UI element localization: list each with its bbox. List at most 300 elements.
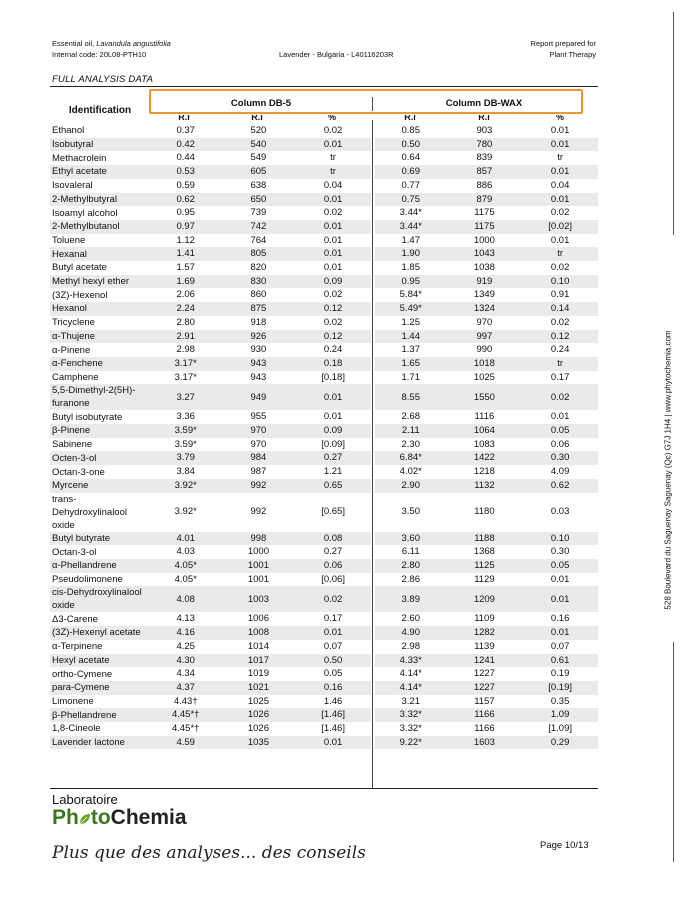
table-cell: 1116 — [474, 411, 495, 423]
table-row — [50, 384, 598, 410]
table-cell: 943 — [222, 357, 296, 371]
table-cell: 3.27 — [150, 384, 222, 410]
compound-name: 2-Methylbutanol — [50, 220, 150, 234]
table-row — [50, 220, 598, 234]
table-cell: 984 — [222, 451, 296, 465]
table-cell: 1043 — [447, 247, 523, 261]
table-row — [50, 532, 598, 546]
table-cell: 1218 — [473, 466, 495, 478]
table-cell: 1026 — [222, 708, 296, 722]
table-cell: 0.04 — [550, 179, 570, 191]
table-cell: 0.01 — [295, 247, 371, 261]
compound-name: Isoamyl alcohol — [52, 207, 118, 219]
table-cell: 1132 — [447, 479, 523, 493]
compound-name: 5,5-Dimethyl-2(5H)-furanone — [50, 384, 150, 410]
table-row — [50, 424, 598, 438]
side-rule-top — [673, 12, 674, 235]
column-divider — [372, 120, 373, 788]
table-cell: 1125 — [447, 559, 523, 573]
table-cell: 0.50 — [295, 654, 371, 668]
table-row — [50, 586, 598, 612]
table-cell: 987 — [250, 466, 267, 478]
table-cell: 4.45*† — [171, 723, 200, 735]
table-row — [50, 151, 598, 165]
table-cell: 1.85 — [401, 262, 420, 274]
table-cell: 970 — [222, 424, 296, 438]
table-cell: 4.33* — [375, 654, 447, 668]
table-cell: [0.09] — [321, 438, 345, 450]
compound-name: 1,8-Cineole — [52, 723, 101, 735]
table-cell: 0.01 — [550, 125, 570, 136]
table-cell: 0.01 — [522, 193, 598, 207]
table-cell: 3.50 — [401, 506, 420, 518]
table-cell: 0.02 — [323, 207, 343, 219]
table-cell: 805 — [222, 247, 296, 261]
bottom-rule — [50, 788, 598, 789]
table-row — [50, 165, 598, 179]
table-cell: 0.06 — [295, 559, 371, 573]
table-cell: [0.65] — [321, 506, 345, 518]
tagline: Plus que des analyses... des conseils — [52, 843, 366, 863]
table-cell: tr — [522, 357, 598, 371]
table-cell: 3.60 — [375, 532, 447, 546]
compound-name: β-Pinene — [50, 424, 150, 438]
table-cell: 1.71 — [401, 371, 420, 383]
table-cell: 0.95 — [375, 275, 447, 289]
header-right — [531, 38, 596, 60]
compound-name: Butyl isobutyrate — [52, 411, 123, 423]
table-cell: 918 — [250, 316, 267, 328]
table-cell: 0.01 — [295, 138, 371, 152]
table-cell: [1.46] — [295, 708, 371, 722]
compound-name: Ethanol — [52, 125, 85, 137]
table-row — [50, 124, 598, 138]
table-cell: 1025 — [473, 371, 495, 383]
table-cell: 839 — [476, 152, 493, 164]
table-cell: 1324 — [447, 302, 523, 316]
table-row — [50, 438, 598, 452]
table-cell: 0.05 — [522, 424, 598, 438]
table-row — [50, 371, 598, 385]
table-cell: 6.84* — [375, 451, 447, 465]
subheader-pct2: % — [555, 115, 564, 121]
table-cell: 1175 — [474, 207, 495, 219]
table-cell: 1.90 — [375, 247, 447, 261]
table-cell: 650 — [222, 193, 296, 207]
compound-name: Hexanol — [50, 302, 150, 316]
table-cell: 4.05* — [150, 559, 222, 573]
table-cell: 0.62 — [150, 193, 222, 207]
table-cell: 1175 — [447, 220, 523, 234]
table-cell: 1166 — [474, 723, 495, 735]
table-cell: 1008 — [222, 626, 296, 640]
compound-name: Isovaleral — [52, 180, 93, 192]
table-cell: 5.84* — [399, 289, 422, 301]
table-cell: 0.95 — [176, 207, 195, 219]
table-cell: 742 — [222, 220, 296, 234]
table-cell: 0.59 — [176, 179, 195, 191]
table-row — [50, 193, 598, 207]
analysis-table — [50, 124, 598, 749]
table-cell: 879 — [447, 193, 523, 207]
table-cell: 739 — [250, 207, 267, 219]
table-cell: 992 — [250, 506, 267, 518]
compound-name: Butyl acetate — [52, 262, 107, 274]
table-cell: 6.11 — [401, 546, 420, 558]
table-cell: 2.91 — [150, 330, 222, 344]
table-cell: 1064 — [447, 424, 523, 438]
table-cell: 990 — [476, 344, 493, 356]
table-cell: 0.01 — [522, 138, 598, 152]
table-row — [50, 545, 598, 559]
table-cell: 549 — [250, 152, 267, 164]
table-cell: 4.59 — [150, 736, 222, 750]
section-title: FULL ANALYSIS DATA — [52, 74, 154, 85]
table-cell: 1.41 — [150, 247, 222, 261]
table-cell: 4.03 — [176, 546, 195, 558]
table-cell: 903 — [476, 125, 493, 136]
table-cell: 0.37 — [176, 125, 195, 136]
table-cell: 886 — [476, 179, 493, 191]
table-cell: 997 — [447, 330, 523, 344]
table-cell: 0.01 — [550, 234, 570, 246]
table-cell: [0.19] — [522, 681, 598, 695]
table-cell: 1.69 — [150, 275, 222, 289]
table-cell: 1000 — [247, 546, 269, 558]
table-row — [50, 559, 598, 573]
table-cell: 1.47 — [401, 234, 420, 246]
table-cell: 1.46 — [323, 695, 343, 707]
header-oil-prefix: Essential oil, — [52, 39, 97, 48]
table-cell: 1.37 — [401, 344, 420, 356]
table-cell: 1.44 — [375, 330, 447, 344]
table-row — [50, 493, 598, 532]
table-cell: 875 — [222, 302, 296, 316]
table-cell: 1109 — [474, 613, 495, 625]
table-cell: tr — [295, 165, 371, 179]
table-cell: 0.18 — [295, 357, 371, 371]
header-sample: Lavender - Bulgaria - L40116203R — [279, 50, 394, 59]
table-cell: 1368 — [473, 546, 495, 558]
table-cell: [0.02] — [522, 220, 598, 234]
table-cell: 3.89 — [375, 586, 447, 612]
table-cell: 4.01 — [150, 532, 222, 546]
logo-to: to — [90, 806, 111, 829]
table-cell: 1038 — [473, 262, 495, 274]
table-cell: 3.21 — [401, 695, 420, 707]
compound-name: Octen-3-ol — [50, 451, 150, 465]
compound-name: Hexyl acetate — [50, 654, 150, 668]
table-cell: 1001 — [222, 559, 296, 573]
table-cell: 3.44* — [375, 220, 447, 234]
header-left — [52, 38, 171, 60]
table-cell: 4.16 — [150, 626, 222, 640]
table-cell: 8.55 — [375, 384, 447, 410]
page-number: Page 10/13 — [540, 840, 589, 851]
table-row — [50, 573, 598, 587]
table-cell: 0.05 — [323, 668, 343, 680]
table-row — [50, 302, 598, 316]
table-cell: 0.75 — [375, 193, 447, 207]
table-cell: 919 — [447, 275, 523, 289]
table-cell: 0.30 — [550, 546, 570, 558]
table-cell: 3.44* — [399, 207, 422, 219]
compound-name: Δ3-Carene — [52, 613, 98, 625]
compound-name: Methyl hexyl ether — [50, 275, 150, 289]
table-cell: 0.03 — [550, 506, 570, 518]
table-cell: 1139 — [474, 640, 495, 652]
table-cell: 0.01 — [295, 384, 371, 410]
table-cell: 1006 — [247, 613, 269, 625]
table-cell: 2.11 — [375, 424, 447, 438]
table-cell: 0.07 — [323, 640, 343, 652]
logo-ph: Ph — [52, 806, 79, 829]
subheader-ri2: R.I — [478, 115, 490, 121]
table-cell: 0.62 — [522, 479, 598, 493]
table-cell: 0.77 — [401, 179, 420, 191]
table-cell: 3.59* — [174, 438, 197, 450]
table-row — [50, 640, 598, 654]
table-row — [50, 206, 598, 220]
table-cell: 0.02 — [522, 384, 598, 410]
table-cell: 764 — [250, 234, 267, 246]
table-row — [50, 179, 598, 193]
compound-name: α-Phellandrene — [50, 559, 150, 573]
table-cell: 2.30 — [401, 438, 420, 450]
leaf-icon — [79, 807, 91, 819]
highlight-box — [149, 89, 583, 114]
compound-name: (3Z)-Hexenol — [52, 289, 108, 301]
table-cell: 1.09 — [522, 708, 598, 722]
table-row — [50, 695, 598, 709]
table-cell: 0.05 — [522, 559, 598, 573]
column-dbwax-header: Column DB-WAX — [445, 98, 523, 109]
table-cell: 0.65 — [295, 479, 371, 493]
table-cell: 0.35 — [550, 695, 570, 707]
table-cell: 1003 — [222, 586, 296, 612]
table-cell: 1026 — [247, 723, 269, 735]
table-cell: 4.13 — [176, 613, 195, 625]
table-cell: 2.60 — [401, 613, 420, 625]
table-cell: 3.17* — [174, 371, 197, 383]
table-cell: 3.92* — [174, 506, 197, 518]
compound-name: ortho-Cymene — [52, 668, 113, 680]
table-cell: 3.32* — [375, 708, 447, 722]
table-row — [50, 612, 598, 626]
compound-name: Ethyl acetate — [50, 165, 150, 179]
header-oil-latin: Lavandula angustifolia — [96, 39, 171, 48]
compound-name: Pseudolimonene — [52, 574, 123, 586]
compound-name: Toluene — [52, 234, 86, 246]
table-row — [50, 451, 598, 465]
table-cell: 0.01 — [550, 411, 570, 423]
table-cell: 2.86 — [401, 573, 420, 585]
table-cell: 4.90 — [375, 626, 447, 640]
subheader-rt2: R.I — [404, 115, 416, 121]
compound-name: Octan-3-one — [52, 466, 105, 478]
table-cell: 3.59* — [150, 424, 222, 438]
table-cell: 3.32* — [399, 723, 422, 735]
table-cell: tr — [522, 247, 598, 261]
compound-name: Methacrolein — [52, 152, 107, 164]
table-cell: 0.16 — [295, 681, 371, 695]
table-cell: 0.12 — [522, 330, 598, 344]
table-cell: 0.42 — [150, 138, 222, 152]
table-cell: 605 — [222, 165, 296, 179]
compound-name: Sabinene — [52, 439, 93, 451]
compound-name: Limonene — [52, 695, 94, 707]
table-cell: 4.09 — [550, 466, 570, 478]
table-cell: 780 — [447, 138, 523, 152]
table-cell: 0.91 — [550, 289, 570, 301]
table-cell: 0.30 — [522, 451, 598, 465]
table-cell: 0.64 — [401, 152, 420, 164]
compound-name: α-Terpinene — [52, 641, 103, 653]
table-cell: 638 — [250, 179, 267, 191]
table-cell: 943 — [250, 371, 267, 383]
table-cell: 0.01 — [295, 220, 371, 234]
compound-name: Butyl butyrate — [50, 532, 150, 546]
table-cell: 1188 — [447, 532, 523, 546]
table-cell: 2.80 — [176, 316, 195, 328]
table-cell: 4.14* — [375, 681, 447, 695]
compound-name: Tricyclene — [52, 317, 95, 329]
table-cell: 1021 — [222, 681, 296, 695]
column-db5-header: Column DB-5 — [230, 98, 292, 109]
table-cell: 0.53 — [150, 165, 222, 179]
table-cell: 0.24 — [323, 344, 343, 356]
table-row — [50, 736, 598, 750]
table-cell: 4.08 — [150, 586, 222, 612]
table-cell: 820 — [250, 262, 267, 274]
table-cell: 0.24 — [550, 344, 570, 356]
table-row — [50, 288, 598, 302]
table-row — [50, 722, 598, 736]
compound-name: Lavender lactone — [50, 736, 150, 750]
table-cell: 3.36 — [176, 411, 195, 423]
table-cell: 0.02 — [550, 262, 570, 274]
subheader-pct1: % — [327, 115, 336, 121]
table-cell: 860 — [250, 289, 267, 301]
table-cell: 2.80 — [375, 559, 447, 573]
table-cell: 1014 — [247, 640, 269, 652]
table-cell: 0.09 — [295, 424, 371, 438]
table-cell: [1.46] — [321, 723, 345, 735]
table-cell: 1157 — [474, 695, 495, 707]
table-cell: 0.29 — [522, 736, 598, 750]
table-cell: 4.25 — [176, 640, 195, 652]
table-cell: 926 — [222, 330, 296, 344]
header-report-for: Report prepared for — [530, 39, 596, 48]
table-cell: 0.69 — [375, 165, 447, 179]
table-cell: 1282 — [447, 626, 523, 640]
table-cell: 0.12 — [295, 302, 371, 316]
table-cell: 2.06 — [176, 289, 195, 301]
table-cell: 2.68 — [401, 411, 420, 423]
compound-name: α-Pinene — [52, 344, 91, 356]
identification-header: Identification — [68, 105, 132, 116]
table-row — [50, 330, 598, 344]
table-cell: 0.01 — [295, 626, 371, 640]
table-cell: 0.16 — [550, 613, 570, 625]
table-cell: 4.05* — [174, 573, 197, 585]
table-cell: 0.17 — [323, 613, 343, 625]
table-cell: 0.02 — [323, 125, 343, 136]
compound-name: trans-Dehydroxylinalool oxide — [52, 493, 127, 531]
table-cell: 1.21 — [323, 466, 343, 478]
table-cell: [0.06] — [321, 573, 345, 585]
table-row — [50, 667, 598, 681]
table-row — [50, 316, 598, 330]
table-cell: 0.01 — [323, 411, 343, 423]
table-cell: 0.09 — [295, 275, 371, 289]
table-cell: 1.25 — [401, 316, 420, 328]
side-address: 528 Boulevard du Saguenay Saguenay (Qc) G7J 1H4 | www.phytochemia.com — [663, 330, 673, 610]
table-cell: 970 — [476, 316, 493, 328]
table-cell: 1129 — [474, 573, 495, 585]
table-cell: 1.57 — [176, 262, 195, 274]
compound-name: para-Cymene — [50, 681, 150, 695]
table-cell: 857 — [447, 165, 523, 179]
sub-headers — [148, 115, 598, 121]
table-cell: 1018 — [447, 357, 523, 371]
table-cell: 0.01 — [295, 736, 371, 750]
table-row — [50, 275, 598, 289]
table-cell: 4.02* — [399, 466, 422, 478]
table-cell: tr — [557, 152, 564, 164]
table-cell: 0.02 — [550, 207, 570, 219]
table-cell: 1000 — [473, 234, 495, 246]
table-cell: 830 — [222, 275, 296, 289]
table-row — [50, 138, 598, 152]
table-cell: 949 — [222, 384, 296, 410]
table-cell: 1349 — [473, 289, 495, 301]
side-rule-bottom — [673, 642, 674, 862]
table-row — [50, 234, 598, 248]
analysis-table-body — [50, 124, 598, 749]
table-cell: 0.27 — [295, 451, 371, 465]
table-cell: 0.17 — [550, 371, 570, 383]
table-cell: 998 — [222, 532, 296, 546]
table-cell: 4.30 — [150, 654, 222, 668]
table-cell: 0.50 — [375, 138, 447, 152]
table-cell: 992 — [222, 479, 296, 493]
table-cell: 0.19 — [550, 668, 570, 680]
table-cell: 1209 — [447, 586, 523, 612]
table-cell: 540 — [222, 138, 296, 152]
table-cell: 1241 — [447, 654, 523, 668]
table-cell: 0.01 — [522, 626, 598, 640]
table-cell: 4.34 — [176, 668, 195, 680]
table-cell: 1019 — [247, 668, 269, 680]
table-cell: 0.01 — [522, 586, 598, 612]
table-cell: 1227 — [473, 668, 495, 680]
table-cell: 0.97 — [150, 220, 222, 234]
table-cell: 0.01 — [295, 193, 371, 207]
table-cell: 1550 — [447, 384, 523, 410]
table-cell: 1083 — [473, 438, 495, 450]
logo-chemia: Chemia — [110, 806, 187, 829]
compound-name: Hexanal — [50, 247, 150, 261]
compound-name: (3Z)-Hexenyl acetate — [50, 626, 150, 640]
table-cell: 0.04 — [323, 179, 343, 191]
header-internal-code: Internal code: 20L08-PTH10 — [52, 50, 147, 59]
table-cell: 0.12 — [295, 330, 371, 344]
table-row — [50, 343, 598, 357]
table-cell: 2.90 — [375, 479, 447, 493]
table-cell: 3.17* — [150, 357, 222, 371]
table-row — [50, 626, 598, 640]
